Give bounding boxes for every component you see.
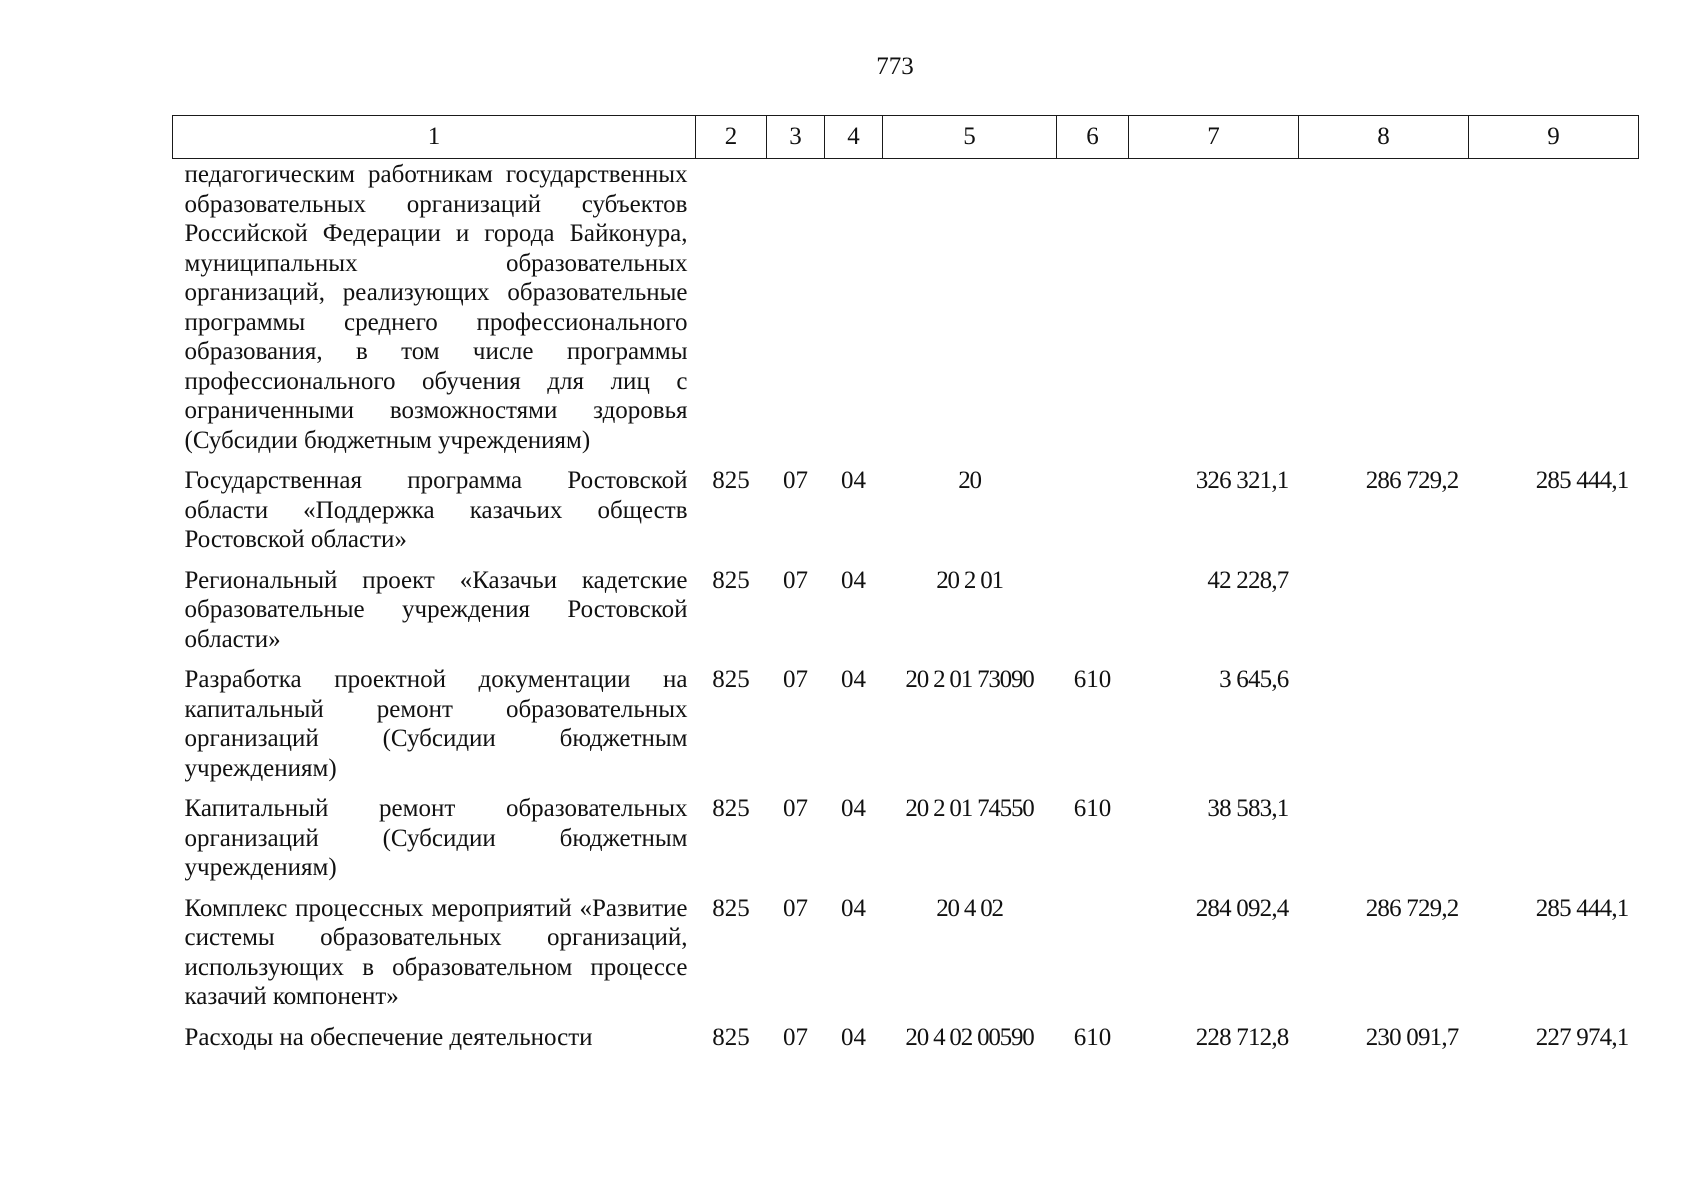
target-article-cell: 20 2 01 [936, 566, 1003, 594]
row-name-cell: Расходы на обеспечение деятельности [184, 1023, 593, 1051]
target-article-cell: 20 4 02 [936, 894, 1003, 922]
budget-table [172, 115, 1639, 1063]
amount-cell [1129, 159, 1299, 467]
table-row [173, 159, 1639, 467]
amount-cell [1469, 794, 1639, 894]
target-article-cell [883, 159, 1057, 467]
amount-cell: 326 321,1 [1195, 467, 1289, 494]
target-article-cell: 20 4 02 00590 [905, 1023, 1034, 1051]
table-row [173, 1023, 1639, 1064]
header-cell: 1 [173, 116, 696, 159]
header-cell: 7 [1129, 116, 1299, 159]
grbs-cell: 825 [712, 1023, 750, 1051]
expense-type-cell [1057, 159, 1129, 467]
row-name-cell: Разработка проектной документации на капитальный ремонт образовательных организаций (Субсидии бюджетным учреждениям) [184, 666, 688, 782]
header-cell: 2 [696, 116, 767, 159]
subsection-cell: 04 [841, 666, 866, 693]
amount-cell: 228 712,8 [1195, 1023, 1289, 1051]
row-name-cell: Комплекс процессных мероприятий «Развитие системы образовательных организаций, использующих в образовательном процессе казачий компонент» [184, 894, 688, 1010]
row-name-cell: педагогическим работникам государственных образовательных организаций субъектов Российской Федерации и города Байконура, муниципальных образовательных организаций, реализующих образовательные программы среднего профессионального образования, в том числе программы профессионального обучения для лиц с ограниченными возможностями здоровья (Субсидии бюджетным учреждениям) [184, 161, 688, 454]
expense-type-cell: 610 [1073, 1023, 1112, 1051]
header-cell: 4 [825, 116, 883, 159]
section-cell: 07 [783, 467, 808, 494]
table-row [173, 466, 1639, 566]
amount-cell: 3 645,6 [1219, 666, 1289, 693]
amount-cell: 284 092,4 [1195, 894, 1289, 922]
subsection-cell: 04 [841, 566, 866, 594]
amount-cell [1299, 566, 1469, 666]
row-name-cell: Капитальный ремонт образовательных организаций (Субсидии бюджетным учреждениям) [184, 795, 688, 881]
amount-cell [1299, 159, 1469, 467]
header-cell: 9 [1469, 116, 1639, 159]
amount-cell: 285 444,1 [1535, 467, 1629, 494]
amount-cell: 230 091,7 [1365, 1023, 1459, 1051]
section-cell: 07 [783, 566, 808, 594]
amount-cell [1469, 665, 1639, 794]
section-cell [767, 159, 825, 467]
grbs-cell: 825 [712, 467, 750, 494]
target-article-cell: 20 [958, 467, 981, 494]
subsection-cell: 04 [841, 1023, 866, 1051]
amount-cell [1469, 159, 1639, 467]
amount-cell: 38 583,1 [1207, 795, 1289, 822]
grbs-cell [696, 159, 767, 467]
amount-cell: 42 228,7 [1207, 566, 1289, 594]
amount-cell [1299, 665, 1469, 794]
amount-cell: 286 729,2 [1365, 894, 1459, 922]
section-cell: 07 [783, 666, 808, 693]
header-cell: 3 [767, 116, 825, 159]
expense-type-cell [1057, 566, 1129, 666]
row-name-cell: Региональный проект «Казачьи кадетские образовательные учреждения Ростовской области» [184, 566, 688, 653]
expense-type-cell: 610 [1073, 795, 1112, 822]
header-cell: 6 [1057, 116, 1129, 159]
subsection-cell: 04 [841, 467, 866, 494]
section-cell: 07 [783, 1023, 808, 1051]
amount-cell: 286 729,2 [1365, 467, 1459, 494]
table-row [173, 794, 1639, 894]
amount-cell [1299, 794, 1469, 894]
header-cell: 8 [1299, 116, 1469, 159]
grbs-cell: 825 [712, 894, 750, 922]
expense-type-cell [1057, 894, 1129, 1023]
page-number: 773 [876, 53, 914, 80]
grbs-cell: 825 [712, 795, 750, 822]
table-row [173, 566, 1639, 666]
amount-cell: 227 974,1 [1535, 1023, 1629, 1051]
subsection-cell [825, 159, 883, 467]
subsection-cell: 04 [841, 894, 866, 922]
header-row [173, 116, 1639, 159]
expense-type-cell [1057, 466, 1129, 566]
expense-type-cell: 610 [1073, 666, 1112, 693]
row-name-cell: Государственная программа Ростовской области «Поддержка казачьих обществ Ростовской области» [184, 467, 688, 553]
header-cell: 5 [883, 116, 1057, 159]
grbs-cell: 825 [712, 666, 750, 693]
section-cell: 07 [783, 795, 808, 822]
table-row [173, 665, 1639, 794]
subsection-cell: 04 [841, 795, 866, 822]
amount-cell: 285 444,1 [1535, 894, 1629, 922]
target-article-cell: 20 2 01 73090 [905, 666, 1034, 693]
table-row [173, 894, 1639, 1023]
section-cell: 07 [783, 894, 808, 922]
amount-cell [1469, 566, 1639, 666]
grbs-cell: 825 [712, 566, 750, 594]
target-article-cell: 20 2 01 74550 [905, 795, 1034, 822]
